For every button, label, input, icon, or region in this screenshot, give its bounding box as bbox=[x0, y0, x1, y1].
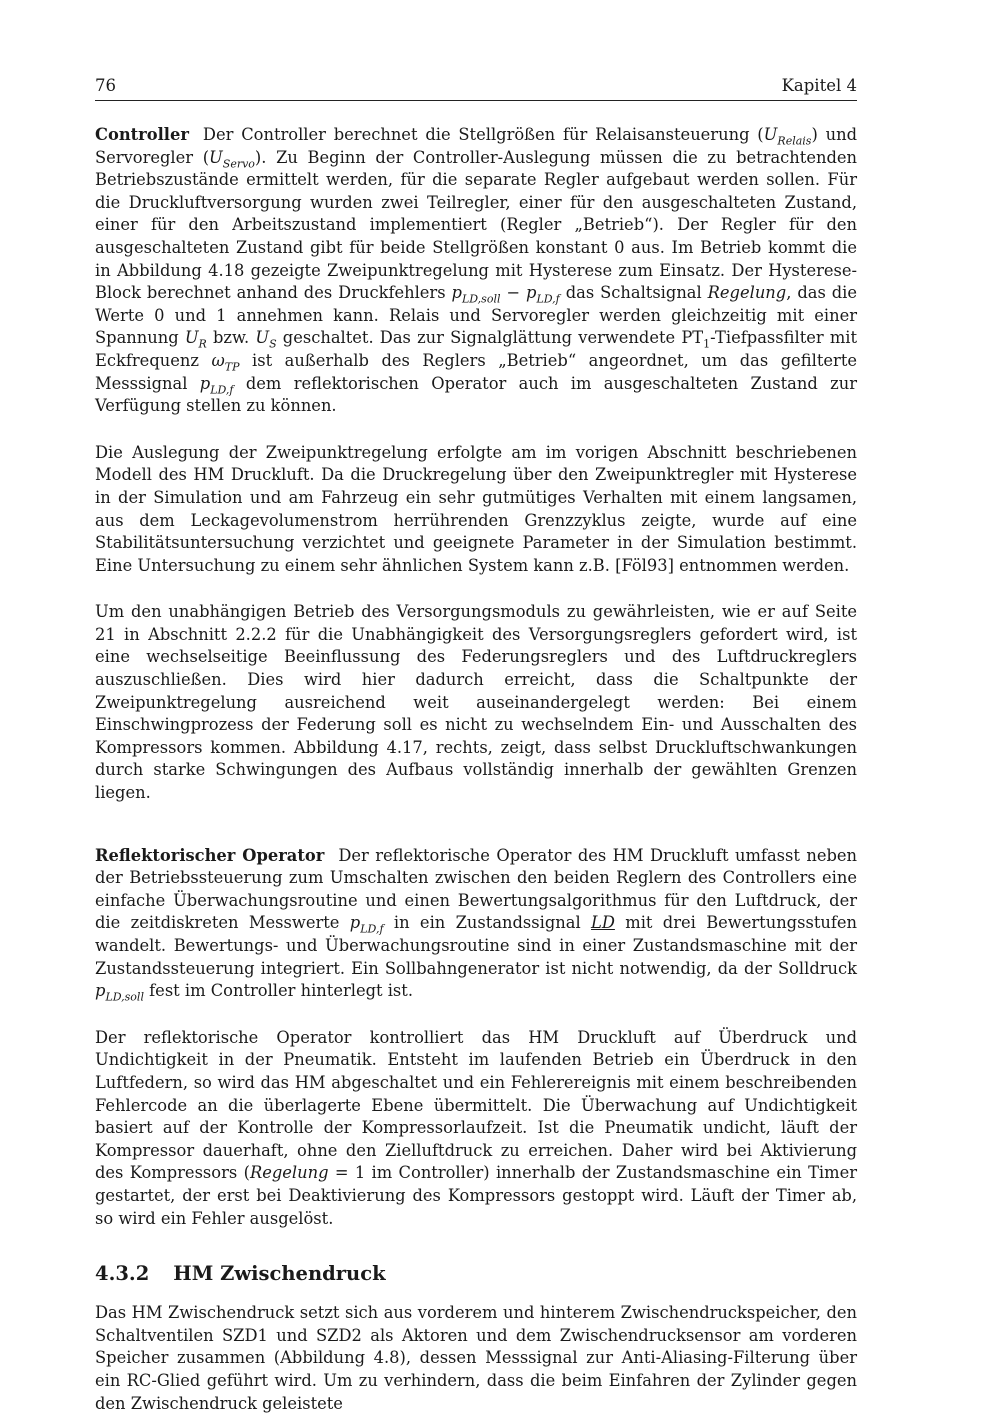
section-number: 4.3.2 bbox=[95, 1262, 150, 1286]
running-header bbox=[95, 76, 857, 101]
paragraph-lead-reflektorischer-operator: Reflektorischer Operator bbox=[95, 845, 325, 865]
paragraph-zwischendruck: Das HM Zwischendruck setzt sich aus vorderem und hinterem Zwischendruckspeicher, den Schaltventilen SZD1 und SZD2 als Aktoren und dem Zwischendrucksensor am vorderen Speicher zusammen (Abbildung 4.8), dessen Messsignal zur Anti-Aliasing-Filterung über ein RC-Glied geführt wird. Um zu verhindern, dass die beim Einfahren der Zylinder gegen den Zwischendruck geleistete bbox=[95, 1303, 857, 1413]
paragraph-controller: Controller Der Controller berechnet die Stellgrößen für Relaisansteuerung $(U_{Relais})$ und Servoregler $(U_{Servo})$. Zu Beginn der Controller-Auslegung müssen die zu betrachtenden Betriebszustände ermittelt werden, für die separate Regler aufgebaut werden sollen. Für die Druckluftversorgung wurden zwei Teilregler, einer für den ausgeschalteten Zustand, einer für den Arbeitszustand implementiert (Regler „Betrieb“). Der Regler für den ausgeschalteten Zustand gibt für beide Stellgrößen konstant 0 aus. Im Betrieb kommt die in Abbildung 4.18 gezeigte Zweipunktregelung mit Hysterese zum Einsatz. Der Hysterese-Block berechnet anhand des Druckfehlers $p_{LD,soll} - p_{LD,f}$ das Schaltsignal Regelung, das die Werte 0 und 1 annehmen kann. Relais und Servoregler werden gleichzeitig mit einer Spannung $U_R$ bzw. $U_S$ geschaltet. Das zur Signalglättung verwendete $PT_1$-Tiefpassfilter mit Eckfrequenz $\omega_{TP}$ ist außerhalb des Reglers „Betrieb“ angeordnet, um das gefilterte Messsignal $p_{LD,f}$ dem reflektorischen Operator auch im ausgeschalteten Zustand zur Verfügung stellen zu können. bbox=[95, 125, 858, 416]
chapter-title: Kapitel 4 bbox=[781, 76, 857, 95]
paragraph-auslegung: Die Auslegung der Zweipunktregelung erfolgte am im vorigen Abschnitt beschriebenen Modell des HM Druckluft. Da die Druckregelung über den Zweipunktregler mit Hysterese in der Simulation und am Fahrzeug ein sehr gutmütiges Verhalten mit einem langsamen, aus dem Leckagevolumenstrom herrührenden Grenzzyklus zeigte, wurde auf eine Stabilitätsuntersuchung verzichtet und geeignete Parameter in der Simulation bestimmt. Eine Untersuchung zu einem sehr ähnlichen System kann z.B. [Föl93] entnommen werden. bbox=[95, 442, 857, 575]
body-text bbox=[95, 124, 857, 1415]
paragraph-ueberwachung: Der reflektorische Operator kontrolliert das HM Druckluft auf Überdruck und Undichtigkeit in der Pneumatik. Entsteht im laufenden Betrieb ein Überdruck in den Luftfedern, so wird das HM abgeschaltet und ein Fehlerereignis mit einem beschreibenden Fehlercode an die überlagerte Ebene übermittelt. Die Überwachung auf Undichtigkeit basiert auf der Kontrolle der Kompressorlaufzeit. Ist die Pneumatik undicht, läuft der Kompressor dauerhaft, ohne den Zielluftdruck zu erreichen. Daher wird bei Aktivierung des Kompressors (Regelung = 1 im Controller) innerhalb der Zustandsmaschine ein Timer gestartet, der erst bei Deaktivierung des Kompressors gestoppt wird. Läuft der Timer ab, so wird ein Fehler ausgelöst. bbox=[95, 1027, 857, 1228]
paragraph-versorgungsmodul: Um den unabhängigen Betrieb des Versorgungsmoduls zu gewährleisten, wie er auf Seite 21 in Abschnitt 2.2.2 für die Unabhängigkeit des Versorgungsreglers gefordert wird, ist eine wechselseitige Beeinflussung des Federungsreglers und des Luftdruckreglers auszuschließen. Dies wird hier dadurch erreicht, dass die Schaltpunkte der Zweipunktregelung ausreichend weit auseinandergelegt werden: Bei einem Einschwingprozess der Federung soll es nicht zu wechselndem Ein- und Ausschalten des Kompressors kommen. Abbildung 4.17, rechts, zeigt, dass selbst Druckluftschwankungen durch starke Schwingungen des Aufbaus vollständig innerhalb der gewählten Grenzen liegen. bbox=[95, 602, 857, 803]
section-title: HM Zwischendruck bbox=[173, 1262, 386, 1286]
paragraph-reflektorischer-operator: Reflektorischer Operator Der reflektorische Operator des HM Druckluft umfasst neben der Betriebssteuerung zum Umschalten zwischen den beiden Reglern des Controllers eine einfache Überwachungsroutine und einen Bewertungsalgorithmus für den Luftdruck, der die zeitdiskreten Messwerte $p_{LD,f}$ in ein Zustandssignal LD mit drei Bewertungsstufen wandelt. Bewertungs- und Überwachungsroutine sind in einer Zustandsmaschine mit der Zustandssteuerung integriert. Ein Sollbahngenerator ist nicht notwendig, da der Solldruck $p_{LD,soll}$ fest im Controller hinterlegt ist. bbox=[95, 845, 857, 1004]
section-heading bbox=[95, 1260, 857, 1288]
page-number: 76 bbox=[95, 76, 116, 95]
paragraph-lead-controller: Controller bbox=[95, 125, 189, 144]
